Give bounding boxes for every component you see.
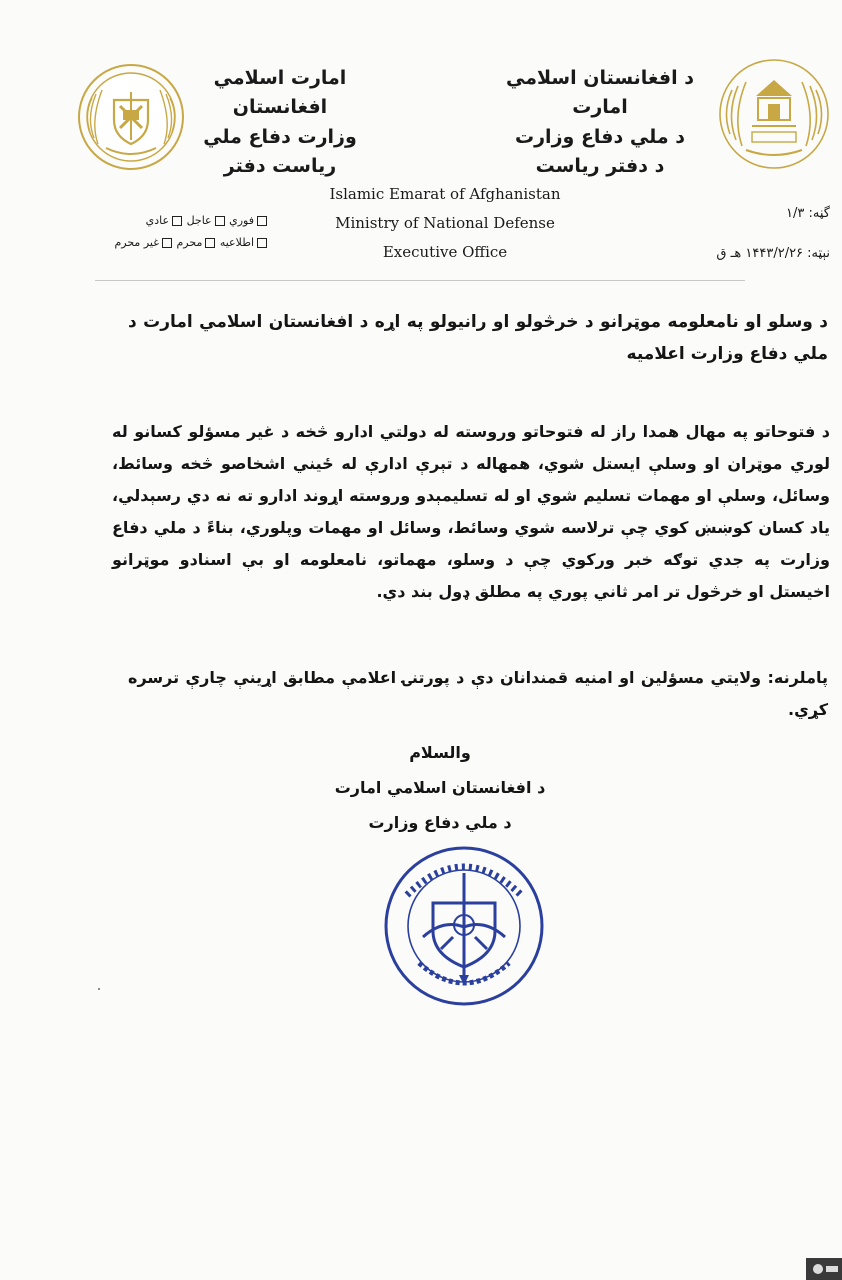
checkbox-icon: [162, 238, 172, 248]
header-left-line1: امارت اسلامي افغانستان: [213, 67, 347, 119]
priority-label: فوري: [229, 214, 254, 227]
closing-line2: د افغانستان اسلامي امارت: [334, 778, 546, 797]
header-divider: [95, 280, 745, 281]
priority-label: اطلاعيه: [219, 236, 254, 249]
header-left-persian: [190, 64, 370, 182]
closing-block: [300, 735, 580, 840]
source-watermark-icon: [806, 1258, 842, 1280]
header-english-line1: Islamic Emarat of Afghanistan: [329, 185, 561, 203]
defense-ministry-emblem-icon: [76, 62, 186, 172]
paper-speck: [98, 988, 100, 990]
body-paragraph-1: د فتوحاتو په مهال همدا راز له فتوحاتو وروسته له دولتي ادارو څخه د غير مسؤلو کسانو له لوري موټران او وسلې ايستل شوي، همهاله د تېرې ادارې له ځيني اشخاصو څخه وسائط، وسائل، وسلې او مهمات تسليم شوي او له تسليمېدو وروسته اړوند ادارو ته نه دي رسېدلي، ياد کسان کوښښ کوي چې ترلاسه شوي وسائط، وسائل او مهمات وپلوري، بناءً د ملي دفاع وزارت په جدي توګه خبر ورکوي چې د وسلو، مهماتو، نامعلومه او بې اسنادو موټرانو اخيستل او خرڅول تر امر ثاني پوري په مطلق ډول بند دي.: [112, 422, 830, 601]
header-right-line1: د افغانستان اسلامي امارت: [506, 67, 694, 119]
header-english-line2: Ministry of National Defense: [335, 214, 555, 232]
checkbox-icon: [215, 216, 225, 226]
header-right-line2: د ملي دفاع وزارت: [515, 125, 685, 148]
priority-label: محرم: [176, 236, 203, 249]
priority-label: عاجل: [186, 214, 212, 227]
header-right-line3: د دفتر رياست: [535, 155, 665, 178]
islamic-emirate-emblem-icon: [716, 56, 832, 172]
checkbox-icon: [172, 216, 182, 226]
priority-label: غير محرم: [114, 236, 159, 249]
letter-subject: د وسلو او نامعلومه موټرانو د خرڅولو او رانيولو په اړه د افغانستان اسلامي امارت د ملي دفاع وزارت اعلاميه: [128, 312, 828, 364]
priority-row-2: [108, 232, 268, 254]
header-left-line2: وزارت دفاع ملي: [203, 125, 357, 148]
closing-line3: د ملي دفاع وزارت: [368, 813, 512, 832]
header-right-pashto: [500, 64, 700, 182]
priority-row-1: [108, 210, 268, 232]
header-english-line3: Executive Office: [382, 243, 508, 261]
closing-salutation: والسلام: [409, 743, 471, 762]
letter-number: گڼه: ۱/۳: [786, 206, 830, 221]
priority-checkboxes: [108, 210, 268, 254]
checkbox-icon: [205, 238, 215, 248]
checkbox-icon: [257, 216, 267, 226]
header-english: [300, 180, 590, 267]
checkbox-icon: [257, 238, 267, 248]
ministry-stamp-icon: [383, 845, 545, 1007]
body-paragraph-2: پاملرنه: ولايتي مسؤلين او امنيه قمندانان دې د پورتنۍ اعلامې مطابق اړينې چارې ترسره کړي.: [128, 668, 828, 719]
header-left-line3: رياست دفتر: [223, 155, 337, 178]
priority-label: عادي: [145, 214, 170, 227]
letter-date: نېټه: ۱۴۴۳/۲/۲۶ هـ ق: [716, 246, 830, 261]
